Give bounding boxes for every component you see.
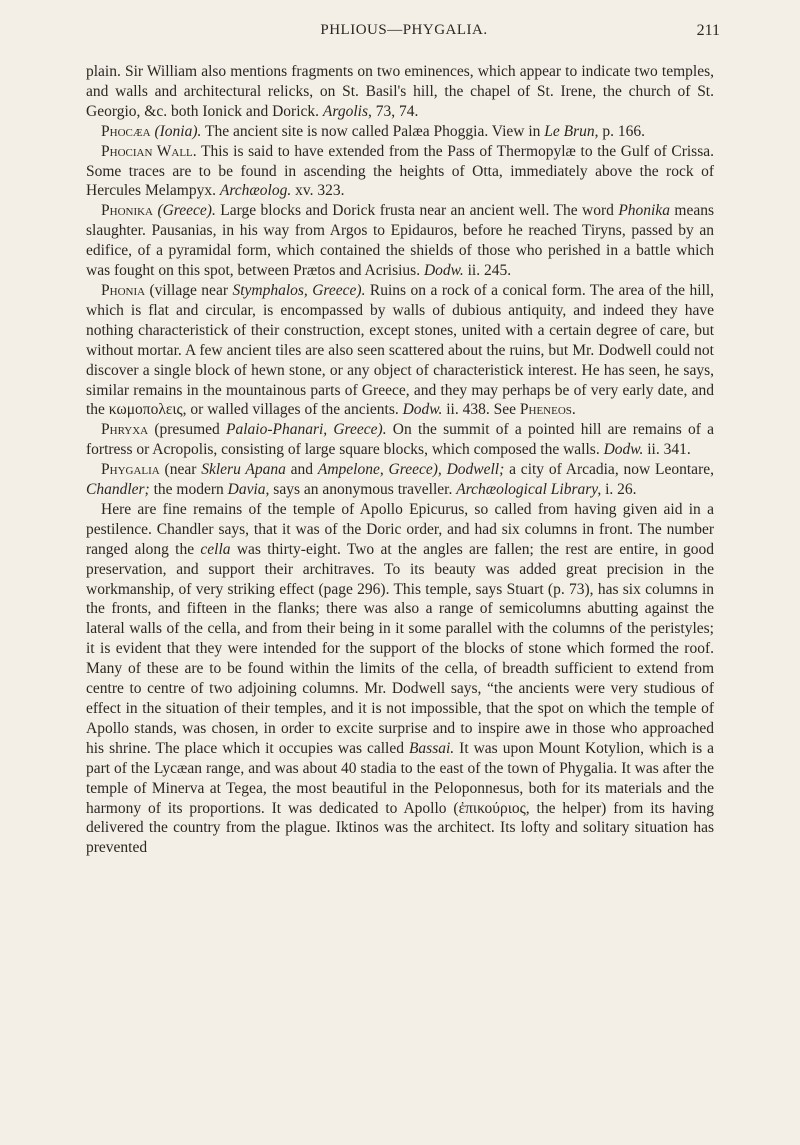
text-run: plain. Sir William also mentions fragments on two eminences, which appear to indicate two temples, and walls and architectural relicks, on St. Basil's hill, the chapel of St. Irene, the church of St. Georgio, &c. both Ionick and Dorick. (86, 63, 714, 120)
text-run: ii. 245. (463, 262, 512, 280)
italic-text: Le Brun (544, 122, 595, 140)
italic-text: Palaio-Phanari, Greece). (225, 421, 387, 439)
text-run: was thirty-eight. Two at the angles are fallen; the rest are entire, in good preservation, and support their architraves. To its beauty was added great precision in the workmanship, of very striking effect (page 296). This temple, says Stuart (p. 73), has six columns in the fronts, and fifteen in the flanks; there was also a range of semicolumns abutting against the lateral walls of the cella, and from their being in it some parallel with the columns of the peristyles; it is evident that they were intended for the support of the blocks of stone which formed the roof. Many of these are to be found within the limits of the cella, of breadth sufficient to extend from centre to centre of two adjoining columns. Mr. Dodwell says, “the ancients were very studious of effect in the situation of their temples, and it is not impossible, that the spot on which the temple of Apollo stands, was chosen, in order to excite surprise and to inspire awe in those who approached his shrine. The place which it occupies was called (86, 540, 714, 757)
text-run: i. 26. (601, 481, 637, 499)
italic-text: Ampelone, Greece), Dodwell; (317, 461, 505, 479)
paragraph (86, 201, 714, 281)
italic-text: (Greece). (157, 202, 216, 220)
paragraph (86, 500, 714, 858)
paragraph (86, 142, 714, 202)
text-run: This is said to have extended from the Pass of Thermopylæ to the Gulf of Crissa. Some traces are to be found in ascending the heights of Otta, immediately above the rock of Hercules Melampyx. (86, 142, 714, 200)
text-run: The ancient site is now called Palæa Phoggia. View in (201, 122, 545, 140)
paragraph (86, 420, 714, 460)
italic-text: Dodw. (423, 262, 464, 280)
entry-headword: Pheneos. (519, 401, 576, 419)
text-run: xv. 323. (291, 182, 345, 200)
page-number: 211 (696, 22, 720, 39)
text-run: (village near (145, 281, 233, 299)
entry-headword: Phygalia (101, 461, 160, 479)
italic-text: Argolis (322, 102, 368, 120)
paragraph (86, 122, 714, 142)
paragraph (86, 62, 714, 122)
text-run: the modern (149, 481, 228, 499)
text-run: ii. 341. (643, 441, 691, 459)
italic-text: (Ionia). (154, 122, 202, 140)
italic-text: Dodw. (603, 441, 644, 459)
text-run: Ruins on a rock of a conical form. The area of the hill, which is flat and circular, is encompassed by walls of dubious antiquity, and indeed they have nothing characteristick of their construction, except stones, united with a certain degree of care, but without mortar. A few ancient tiles are also seen scattered about the ruins, but Mr. Dodwell could not discover a single block of hewn stone, or any object of characteristick interest. He has seen, he says, similar remains in the mountainous parts of Greece, and they may perhaps be of very early date, and the κωμοπολεις, or walled villages of the ancients. (86, 281, 714, 419)
entry-headword: Phonia (101, 281, 146, 299)
italic-text: Skleru Apana (201, 461, 286, 479)
text-run: It was upon Mount Kotylion, which is a part of the Lycæan range, and was about 40 stadia to the east of the town of Phygalia. It was after the temple of Minerva at Tegea, the most beautiful in the Peloponnesus, both for its materials and the harmony of its proportions. It was dedicated to Apollo (ἐπικούριος, the helper) from its having delivered the country from the plague. Iktinos was the architect. Its lofty and solitary situation has prevented (86, 739, 714, 857)
italic-text: Archæolog. (219, 182, 292, 200)
text-run: On the summit of a pointed hill are remains of a fortress or Acropolis, consisting of large square blocks, which composed the walls. (86, 421, 714, 459)
entry-headword: Phocæa (101, 122, 151, 140)
italic-text: Davia, (227, 481, 270, 499)
italic-text: Stymphalos, Greece). (232, 281, 366, 299)
text-run: , 73, 74. (367, 102, 419, 120)
italic-text: Phonika (618, 202, 670, 220)
paragraph (86, 281, 714, 420)
entry-headword: Phocian Wall. (101, 142, 197, 160)
running-head: PHLIOUS—PHYGALIA. (320, 22, 488, 38)
italic-text: Bassai. (408, 739, 455, 757)
entry-headword: Phryxa (101, 421, 149, 439)
text-run: Here are fine remains of the temple of Apollo Epicurus, so called from having given aid in a pestilence. Chandler says, that it was of the Doric order, and had six columns in front. The number ranged along the (86, 500, 714, 558)
text-run: (near (159, 461, 202, 479)
paragraph (86, 460, 714, 500)
page-header (88, 22, 720, 46)
text-run: a city of Arcadia, now Leontare, (504, 461, 714, 479)
text-run: and (285, 461, 318, 479)
page-body (86, 62, 714, 858)
text-run: , p. 166. (594, 122, 646, 140)
text-run: ii. 438. See (442, 401, 520, 419)
italic-text: Archæological Library, (456, 481, 602, 499)
text-run: means slaughter. Pausanias, in his way from Argos to Epidauros, before he reached Tiryns, passed by an edifice, of a pyramidal form, which contained the shields of those who perished in a battle which was fought on this spot, between Prætos and Acrisius. (86, 202, 714, 280)
italic-text: cella (200, 540, 231, 558)
text-run: Large blocks and Dorick frusta near an ancient well. The word (215, 202, 619, 220)
text-run: says an anonymous traveller. (269, 481, 457, 499)
italic-text: Chandler; (86, 481, 150, 499)
italic-text: Dodw. (402, 401, 443, 419)
entry-headword: Phonika (101, 202, 154, 220)
text-run: (presumed (148, 421, 226, 439)
